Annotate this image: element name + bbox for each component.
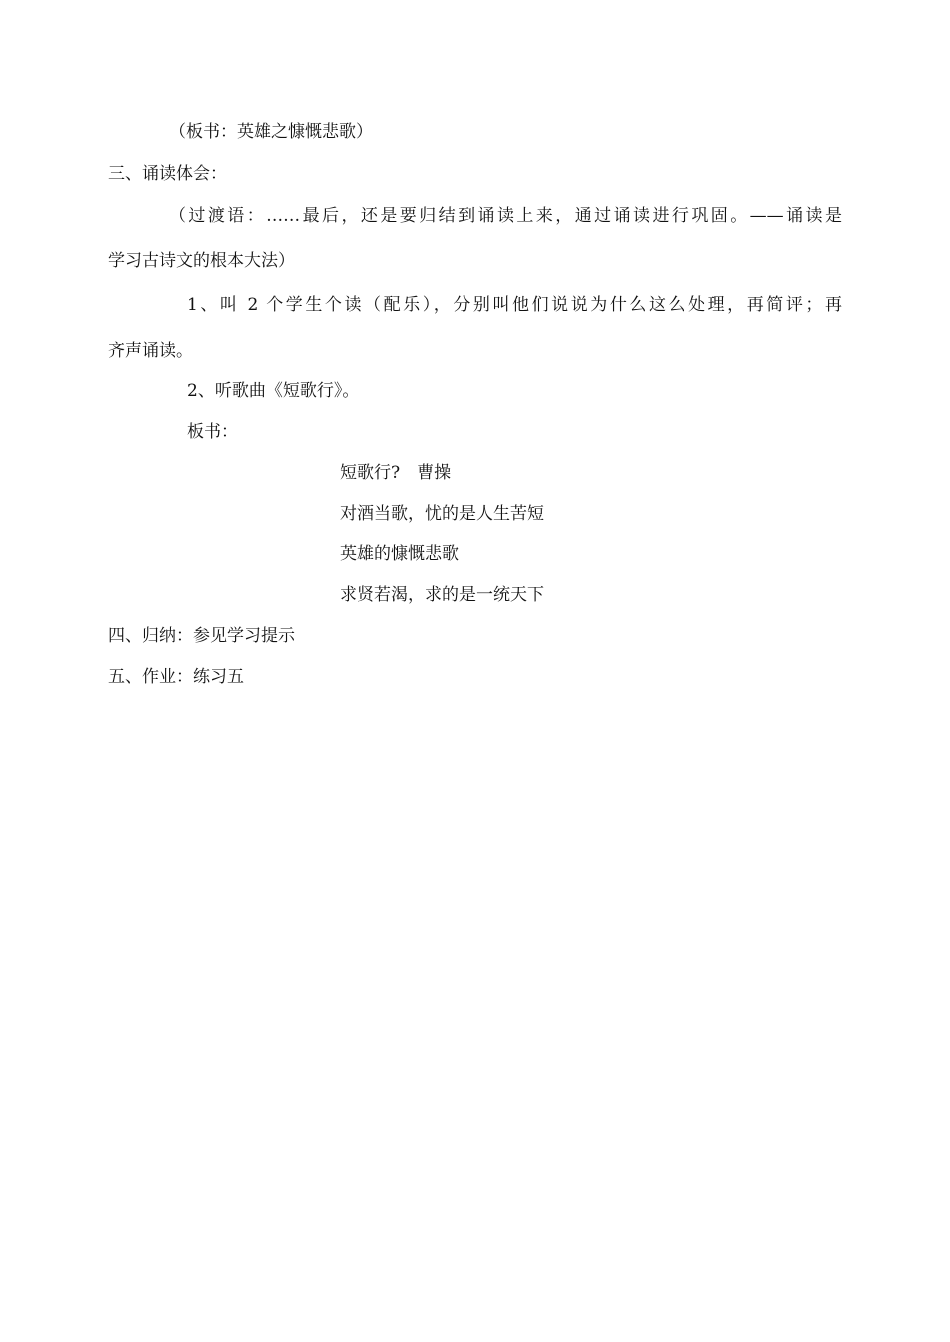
step-2: 2、听歌曲《短歌行》。	[187, 381, 360, 401]
board-line-heroic: 英雄的慷慨悲歌	[340, 544, 459, 564]
step-1-line-1: 1、叫 2 个学生个读（配乐），分别叫他们说说为什么这么处理，再简评；再	[187, 295, 842, 315]
step-1-line-2: 齐声诵读。	[108, 341, 193, 361]
section-4-summary: 四、归纳：参见学习提示	[108, 626, 295, 646]
board-note-heroic-song: （板书：英雄之慷慨悲歌）	[169, 122, 373, 142]
board-label: 板书：	[187, 422, 238, 442]
section-3-heading: 三、诵读体会：	[108, 164, 227, 184]
transition-remark-line-2: 学习古诗文的根本大法）	[108, 251, 295, 271]
board-line-title: 短歌行? 曹操	[340, 463, 452, 483]
section-5-homework: 五、作业：练习五	[108, 667, 244, 687]
transition-remark-line-1: （过渡语：……最后，还是要归结到诵读上来，通过诵读进行巩固。——诵读是	[169, 206, 842, 226]
board-line-talent: 求贤若渴，求的是一统天下	[340, 585, 544, 605]
board-line-worry: 对酒当歌，忧的是人生苦短	[340, 504, 544, 524]
